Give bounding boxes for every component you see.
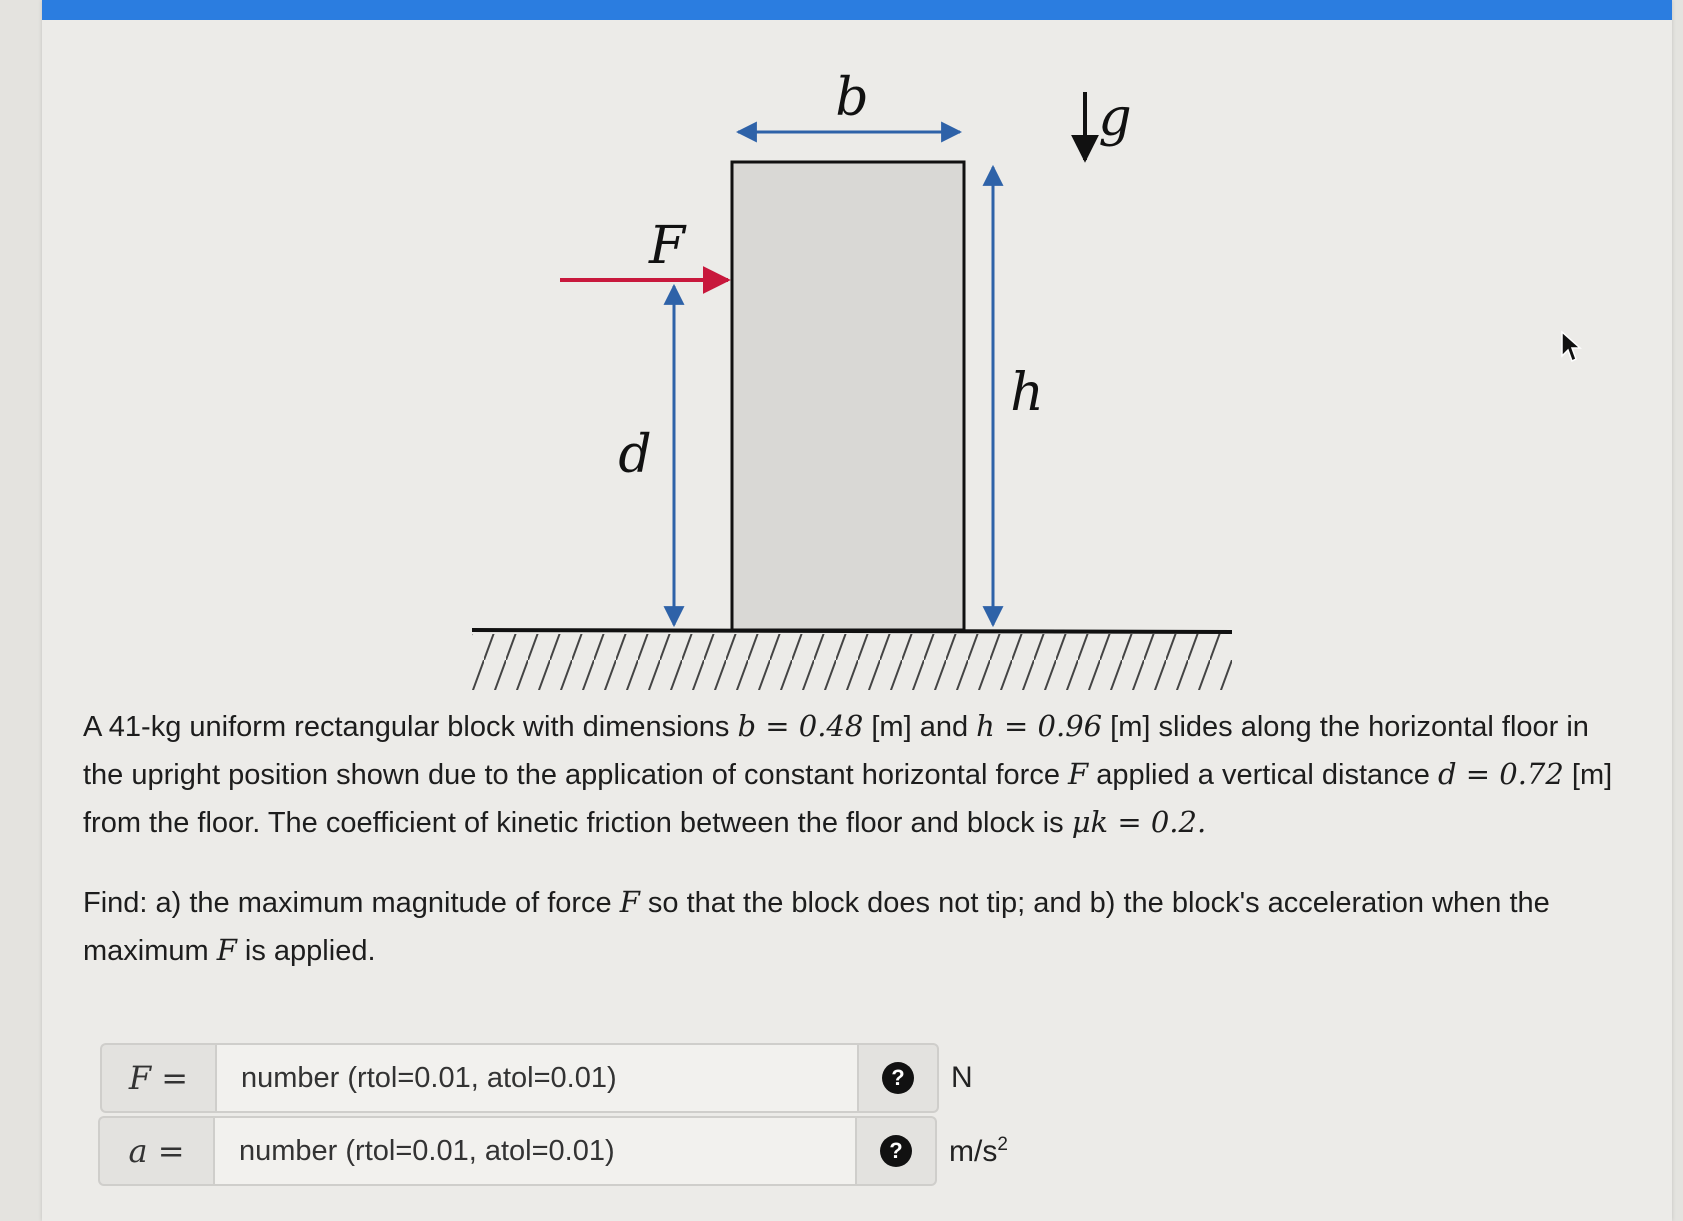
- force-answer-input[interactable]: [215, 1043, 859, 1113]
- acceleration-unit: $m/s^2$: [949, 1133, 1008, 1168]
- d-label: d: [618, 425, 652, 485]
- h-value: h = 0.96: [976, 709, 1103, 743]
- answer-row-acceleration: [98, 1116, 1008, 1186]
- problem-paragraph-2: Find: a) the maximum magnitude of force F so that the block does not tip; and b) the block's acceleration when the maximum F is applied.: [83, 885, 1550, 967]
- force-help-button[interactable]: [859, 1043, 939, 1113]
- answer-row-force: [100, 1043, 973, 1113]
- mu-value: μk = 0.2.: [1071, 805, 1207, 839]
- b-value: b = 0.48: [737, 709, 864, 743]
- question-mark-icon: ?: [880, 1135, 912, 1167]
- problem-paragraph-1: A 41-kg uniform rectangular block with dimensions b = 0.48 [m] and h = 0.96 [m] slides along the horizontal floor in the upright position shown due to the application of constant horizontal force F applied a vertical distance d = 0.72 [m] from the floor. The coefficient of kinetic friction between the floor and block is μk = 0.2.: [83, 709, 1613, 839]
- question-mark-icon: ?: [882, 1062, 914, 1094]
- force-input-label: F =: [100, 1043, 215, 1113]
- problem-statement: [83, 703, 1623, 1007]
- h-label: h: [1010, 363, 1044, 423]
- acceleration-help-button[interactable]: [857, 1116, 937, 1186]
- g-label: g: [1098, 88, 1132, 148]
- d-value: d = 0.72: [1437, 757, 1564, 791]
- b-label: b: [835, 68, 869, 128]
- mouse-pointer-icon: [1560, 330, 1582, 364]
- F-label: F: [648, 216, 686, 276]
- acceleration-input-label: a =: [98, 1116, 213, 1186]
- acceleration-answer-input[interactable]: [213, 1116, 857, 1186]
- force-unit: N: [951, 1061, 973, 1094]
- floor-hatching: [472, 632, 1262, 690]
- block: [732, 162, 964, 630]
